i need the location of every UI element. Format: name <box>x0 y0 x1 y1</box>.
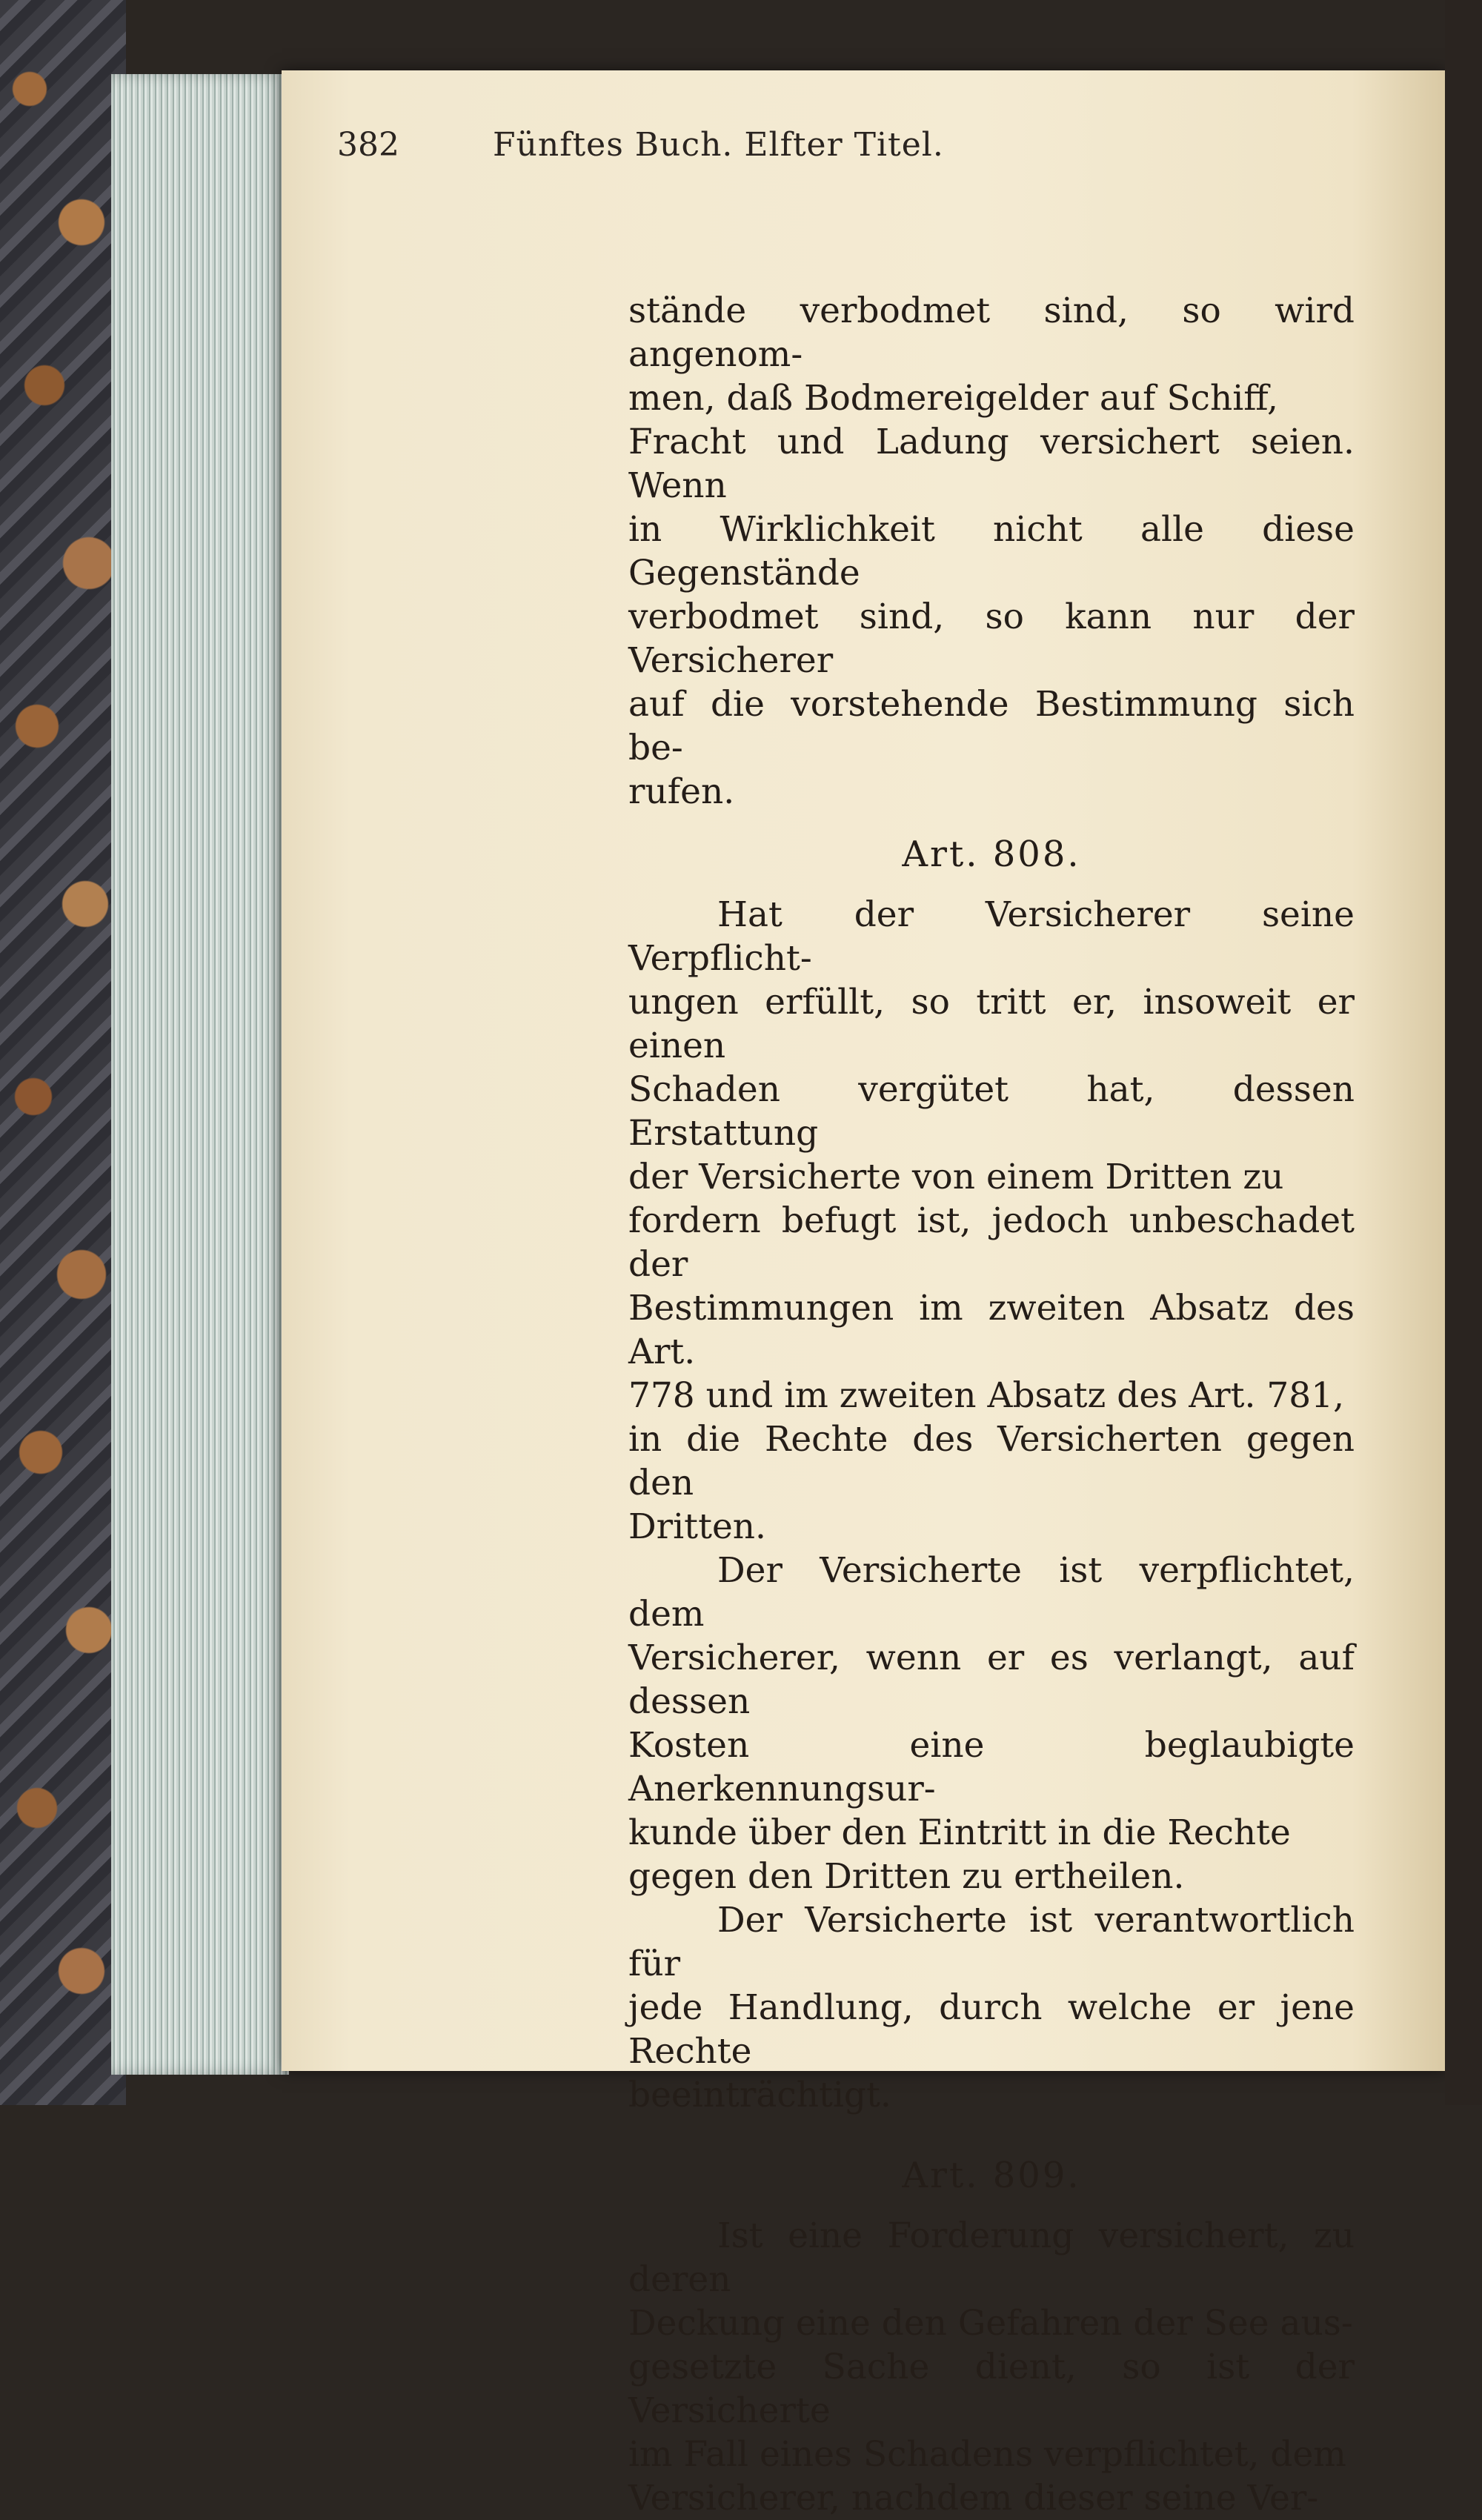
article-808-paragraph-3 <box>628 1898 1355 2117</box>
text-line: rufen. <box>628 771 735 812</box>
text-line: kunde über den Eintritt in die Rechte <box>628 1812 1291 1853</box>
article-808-paragraph-1 <box>628 893 1355 1549</box>
text-line: Kosten eine beglaubigte Anerkennungsur- <box>628 1725 1355 1809</box>
binding-shadow <box>1445 0 1482 2105</box>
marbled-cover <box>0 0 126 2105</box>
text-line: verbodmet sind, so kann nur der Versicherer <box>628 596 1355 681</box>
article-809-paragraph-1 <box>628 2214 1355 2520</box>
article-808-heading: Art. 808. <box>902 834 1081 875</box>
text-line: Dritten. <box>628 1506 766 1547</box>
text-line: im Fall eines Schadens verpflichtet, dem <box>628 2434 1346 2475</box>
text-line: Deckung eine den Gefahren der See aus- <box>628 2303 1353 2344</box>
text-line: gesetzte Sache dient, so ist der Versicherte <box>628 2347 1355 2431</box>
text-line: ungen erfüllt, so tritt er, insoweit er einen <box>628 982 1355 1066</box>
text-line: men, daß Bodmereigelder auf Schiff, <box>628 378 1278 419</box>
text-line: Schaden vergütet hat, dessen Erstattung <box>628 1069 1355 1154</box>
text-line: beeinträchtigt. <box>628 2075 891 2115</box>
page-text <box>628 289 1355 2520</box>
running-header <box>337 126 1160 185</box>
text-line: Hat der Versicherer seine Verpflicht- <box>628 894 1355 979</box>
text-line: auf die vorstehende Bestimmung sich be- <box>628 684 1355 768</box>
text-line: der Versicherte von einem Dritten zu <box>628 1157 1284 1197</box>
text-line: in Wirklichkeit nicht alle diese Gegenstände <box>628 509 1355 594</box>
text-line: jede Handlung, durch welche er jene Rechte <box>628 1987 1355 2072</box>
text-line: Versicherer, nachdem dieser seine Ver- <box>628 2478 1319 2519</box>
text-line: in die Rechte des Versicherten gegen den <box>628 1419 1355 1503</box>
text-line: Fracht und Ladung versichert seien. Wenn <box>628 422 1355 506</box>
text-line: 778 und im zweiten Absatz des Art. 781, <box>628 1375 1345 1416</box>
article-809-heading: Art. 809. <box>902 2155 1081 2196</box>
continuation-paragraph <box>628 289 1355 814</box>
page-number: 382 <box>337 126 399 164</box>
page-edges <box>111 74 289 2075</box>
text-line: Ist eine Forderung versichert, zu deren <box>628 2215 1355 2300</box>
text-line: gegen den Dritten zu ertheilen. <box>628 1856 1185 1897</box>
text-line: Der Versicherte ist verpflichtet, dem <box>628 1550 1355 1635</box>
text-line: Bestimmungen im zweiten Absatz des Art. <box>628 1288 1355 1372</box>
article-808-paragraph-2 <box>628 1549 1355 1898</box>
text-line: stände verbodmet sind, so wird angenom- <box>628 290 1355 375</box>
text-line: fordern befugt ist, jedoch unbeschadet der <box>628 1200 1355 1285</box>
text-line: Der Versicherte ist verantwortlich für <box>628 1900 1355 1984</box>
text-line: Versicherer, wenn er es verlangt, auf dessen <box>628 1638 1355 1722</box>
running-title: Fünftes Buch. Elfter Titel. <box>493 126 944 164</box>
